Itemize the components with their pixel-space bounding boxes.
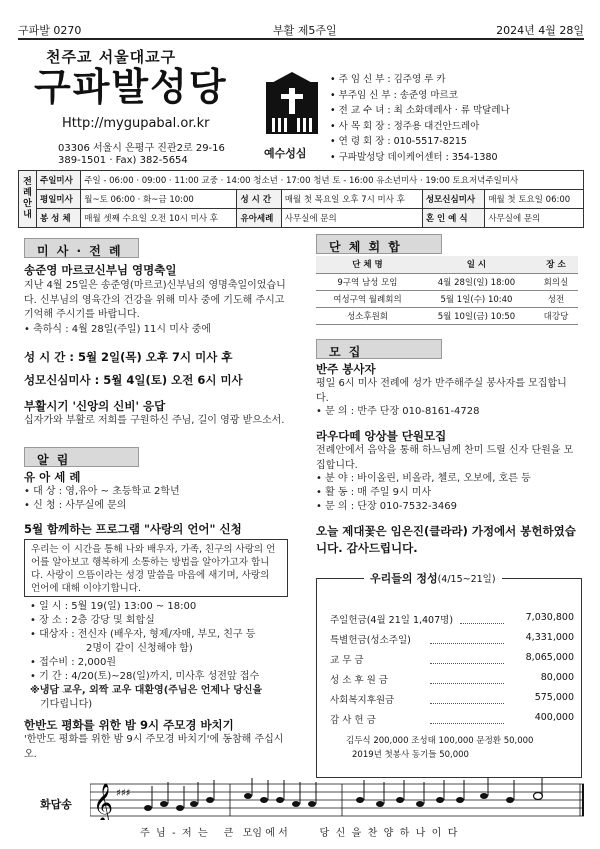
program-welcome: ※냉담 교우, 외짝 교우 대환영(주님은 언제나 당신을	[30, 685, 263, 696]
responsorial-psalm-label: 화답송	[40, 798, 72, 811]
staff-item: • 사 목 회 장 : 정주용 대건안드레아	[330, 120, 480, 132]
logo-caption: 예수성심	[264, 147, 307, 160]
offering-amount: 575,000	[534, 692, 574, 703]
bullet-icon: •	[330, 74, 339, 85]
svg-text:♯♯♯: ♯♯♯	[116, 788, 131, 799]
staff-item: • 연 령 회 장 : 010-5517-8215	[330, 136, 467, 147]
diocese-name: 천주교 서울대교구	[46, 48, 177, 66]
music-staff	[90, 778, 584, 820]
program-fee: • 접수비 : 2,000원	[30, 657, 117, 668]
peace-prayer-title: 한반도 평화를 위한 밤 9시 주모경 바치기	[24, 718, 234, 732]
offering-label: 감 사 헌 금	[330, 715, 376, 726]
ensemble-contact: • 문 의 : 단장 010-7532-3469	[316, 501, 458, 512]
feast-celebration: • 축하식 : 4월 28일(주일) 11시 미사 중에	[24, 324, 212, 335]
offering-label: 특별헌금(성소주일)	[330, 635, 411, 646]
offering-label: 사회복지후원금	[330, 695, 395, 706]
parish-url[interactable]: Http://mygupabal.or.kr	[62, 116, 210, 131]
offering-amount: 400,000	[534, 712, 574, 723]
offering-note: 2019년 첫봉사 동기들 50,000	[352, 750, 469, 760]
bullet-icon: •	[330, 120, 339, 132]
staff-list	[330, 72, 510, 165]
program-place: • 장 소 : 2층 강당 및 회합실	[30, 615, 155, 626]
ensemble-title: 라우다떼 앙상블 단원모집	[316, 429, 447, 443]
baptism-target: • 대 상 : 영,유아 ~ 초등학교 2학년	[24, 486, 180, 497]
parish-name: 구파발성당	[34, 65, 228, 109]
svg-text:𝄞: 𝄞	[93, 783, 114, 820]
ensemble-field: • 분 야 : 바이올린, 비올라, 첼로, 오보에, 호른 등	[316, 473, 531, 484]
bullet-icon: •	[330, 136, 339, 147]
staff-item: • 부주임 신 부 : 송준영 마르코	[330, 89, 458, 101]
bullet-icon: •	[330, 89, 339, 101]
feast-text: 지난 4월 25일은 송준영(마르코)신부님의 영명축일이었습니다. 신부님의 영육간의 건강을 위해 미사 중에 기도해 주시고 기억해 주시기를 바랍니다.	[24, 280, 286, 320]
program-period: • 기 간 : 4/20(토)~28(일)까지, 미사후 성전앞 접수	[30, 671, 260, 682]
table-row: 여성구역 월례회의 5월 1일(수) 10:40 성전	[316, 290, 578, 307]
program-date: • 일 시 : 5월 19(일) 13:00 ~ 18:00	[30, 601, 197, 612]
program-title: 5월 함께하는 프로그램 "사랑의 언어" 신청	[24, 522, 242, 536]
offering-amount: 7,030,800	[525, 612, 574, 623]
bullet-icon: •	[330, 105, 339, 116]
marian-mass: 성모신심미사 : 5월 4일(토) 오전 6시 미사	[24, 373, 243, 387]
program-target: • 대상자 : 전신자 (배우자, 형제/자매, 부모, 친구 등	[30, 629, 256, 640]
mass-section-header: 미 사 · 전 례	[24, 238, 139, 258]
notice-section-header: 알 림	[24, 447, 139, 467]
offering-label: 주일헌금(4월 21일 1,407명)	[330, 615, 454, 626]
offering-title: 우리들의 정성	[370, 572, 438, 585]
staff-item: • 주 임 신 부 : 김주영 루 카	[330, 74, 446, 85]
hymn-lyrics: 주 님 - 저 는 큰 모임 에 서 당 신 을 찬 양 하 나 이 다	[140, 828, 458, 839]
accompanist-title: 반주 봉사자	[316, 362, 376, 376]
feast-title: 송준영 마르코신부님 영명축일	[24, 263, 177, 277]
ensemble-activity: • 활 동 : 매 주일 9시 미사	[316, 487, 432, 498]
top-bar	[18, 20, 584, 38]
staff-item: • 전 교 수 녀 : 최 소화데레사 · 류 막달레나	[330, 105, 510, 116]
bullet-icon: •	[330, 151, 339, 163]
table-row: 9구역 남성 모임 4월 28일(일) 18:00 회의실	[316, 273, 578, 290]
issue-number: 구파발 0270	[18, 24, 82, 37]
groups-section-header: 단 체 회 합	[316, 234, 442, 254]
offering-title-wrap	[364, 570, 502, 586]
music-notes-icon	[90, 778, 584, 820]
recruit-section-header: 모 집	[316, 339, 442, 359]
easter-response-text: 십자가와 부활로 저희를 구원하신 주님, 길이 영광 받으소서.	[24, 415, 285, 426]
ensemble-text: 전례안에서 음악을 통해 하느님께 찬미 드릴 신자 단원을 모집합니다.	[316, 445, 574, 471]
staff-item: • 구파발성당 데이케어센터 : 354-1380	[330, 151, 498, 163]
parish-address: 03306 서울시 은평구 진관2로 29-16	[58, 143, 225, 154]
program-welcome-note: 기다립니다)	[40, 699, 93, 710]
program-target-note: 2명이 같이 신청해야 함)	[86, 643, 193, 654]
liturgical-season: 부활 제5주일	[273, 24, 337, 37]
baptism-apply: • 신 청 : 사무실에 문의	[24, 500, 127, 511]
accompanist-contact: • 문 의 : 반주 단장 010-8161-4728	[316, 406, 480, 417]
altar-flowers-notice: 오늘 제대꽃은 임은진(클라라) 가정에서 봉헌하였습니다. 감사드립니다.	[316, 524, 576, 555]
parish-phone: 389-1501 · Fax) 382-5654	[58, 155, 188, 166]
offering-note: 김두식 200,000 조성태 100,000 문정환 50,000	[346, 736, 534, 746]
offering-amount: 80,000	[540, 672, 574, 683]
group-meeting-table	[316, 256, 578, 325]
program-box: 우리는 이 시간을 통해 나와 배우자, 가족, 친구의 사랑의 언어를 알아보고 행복하게 소통하는 방법을 알아가고자 합니다. 사랑이 으뜸이라는 성경 말씀을 마음에 새기며, 사랑의 언어에 대해 이야기합니다.	[24, 539, 288, 597]
offering-label: 교 무 금	[330, 655, 364, 666]
offering-amount: 4,331,000	[525, 632, 574, 643]
table-row: 성소후원회 5월 10일(금) 10:50 대강당	[316, 307, 578, 324]
parish-logo	[264, 72, 320, 136]
issue-date: 2024년 4월 28일	[496, 24, 584, 37]
peace-prayer-text: '한반도 평화를 위한 밤 9시 주모경 바치기'에 동참해 주십시오.	[24, 734, 284, 760]
offering-period: (4/15~21일)	[437, 574, 496, 585]
accompanist-text: 평일 6시 미사 전례에 성가 반주해주실 봉사자를 모집합니다.	[316, 378, 567, 404]
liturgy-schedule-table: 전례안내 주일미사 주일 - 06:00 · 09:00 · 11:00 교중 · 14:00 청소년 · 17:00 청년 토 - 16:00 유소년미사 · 19:00 토요저녁주일미사 평일미사 월~토 06:00 · 화~금 10:00 성 시 간 매월 첫 목요일 오후 7시 미사 후 성모신심미사 매월 첫 토요일 06:00 봉 성 체 매월 셋째 수요일 오전 10시 미사 후 유아세례 사무실에 문의 혼 인 예 식 사무실에 문의	[18, 170, 584, 228]
schedule-side-label: 전례안내	[19, 171, 37, 228]
table-header-row: 단 체 명 일 시 장 소	[316, 256, 578, 273]
sacred-heart-logo-icon	[264, 72, 320, 136]
offering-amount: 8,065,000	[525, 652, 574, 663]
easter-response-title: 부활시기 '신앙의 신비' 응답	[24, 399, 166, 413]
infant-baptism-title: 유 아 세 례	[24, 470, 81, 484]
holy-hour: 성 시 간 : 5월 2일(목) 오후 7시 미사 후	[24, 350, 233, 364]
offering-label: 성 소 후 원 금	[330, 675, 388, 686]
